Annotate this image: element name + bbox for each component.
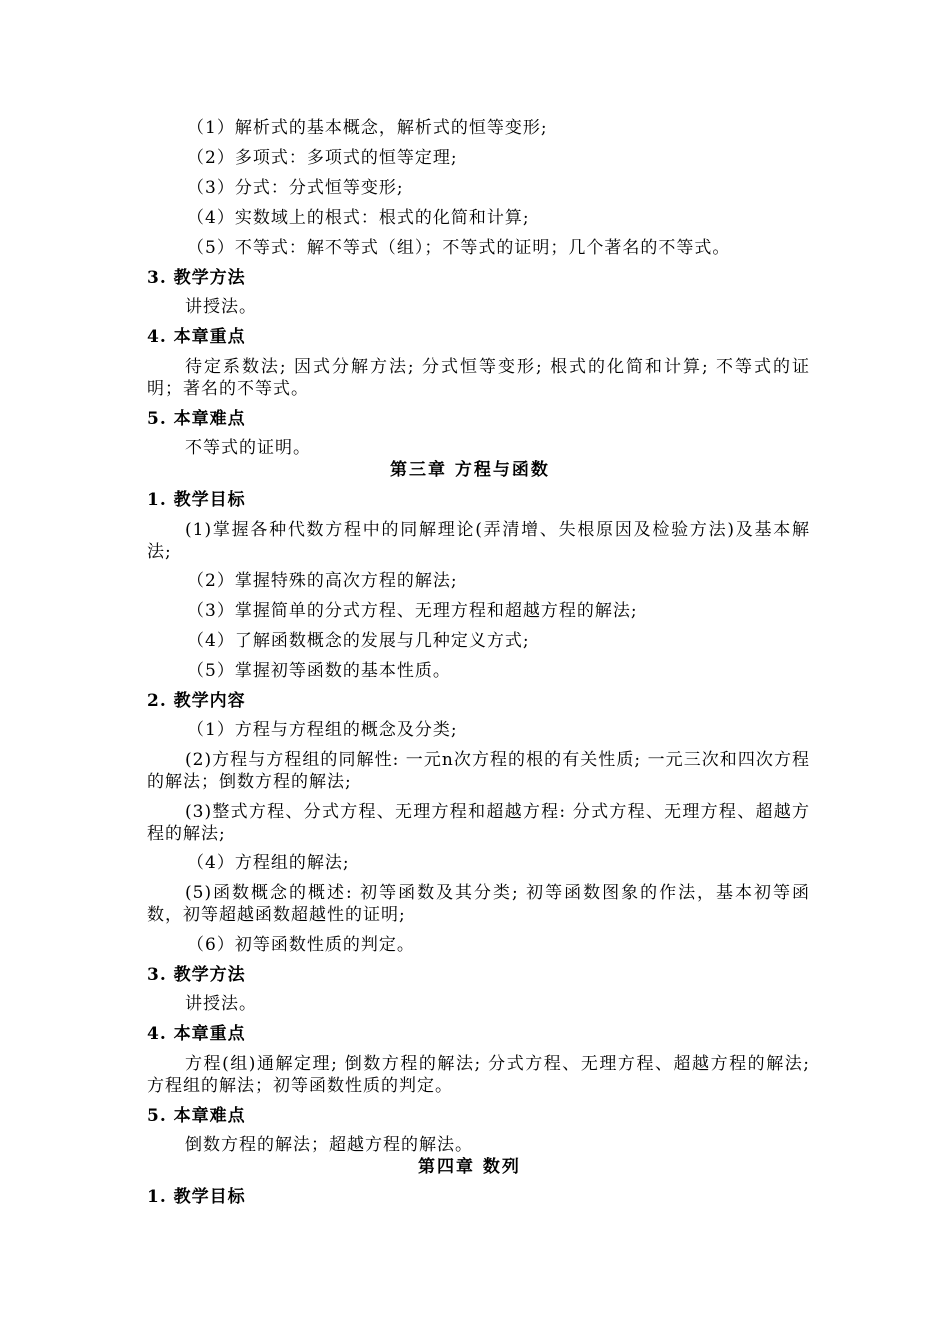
content-item-ch3-1: （1）方程与方程组的概念及分类; bbox=[187, 720, 458, 740]
key-points-text: 方程(组)通解定理; 倒数方程的解法; 分式方程、无理方程、超越方程的解法; 方程组的解法；初等函数性质的判定。 bbox=[147, 1054, 810, 1096]
content-item-ch3-2: (2)方程与方程组的同解性: 一元n次方程的根的有关性质; 一元三次和四次方程的解法；倒数方程的解法; bbox=[147, 750, 810, 792]
content-item-4: （4）实数域上的根式：根式的化简和计算; bbox=[187, 208, 530, 228]
content-item-ch3-3: (3)整式方程、分式方程、无理方程和超越方程: 分式方程、无理方程、超越方程的解法; bbox=[147, 802, 810, 844]
chapter-title: 第四章 数列 bbox=[418, 1157, 521, 1177]
section-heading-key-points: 4. 本章重点 bbox=[147, 327, 246, 347]
difficulties-text: 不等式的证明。 bbox=[185, 438, 311, 458]
chapter-title: 第三章 方程与函数 bbox=[390, 460, 550, 480]
section-heading-method: 3. 教学方法 bbox=[147, 268, 246, 288]
content-item-ch3-6: （6）初等函数性质的判定。 bbox=[187, 935, 415, 955]
section-heading-goals: 1. 教学目标 bbox=[147, 1187, 246, 1207]
section-heading-method: 3. 教学方法 bbox=[147, 965, 246, 985]
method-text: 讲授法。 bbox=[185, 297, 257, 317]
content-item-5: （5）不等式：解不等式（组）；不等式的证明；几个著名的不等式。 bbox=[187, 238, 731, 258]
content-item-ch3-5: (5)函数概念的概述: 初等函数及其分类; 初等函数图象的作法，基本初等函数，初等超越函数超越性的证明; bbox=[147, 883, 810, 925]
method-text: 讲授法。 bbox=[185, 994, 257, 1014]
goal-item-5: （5）掌握初等函数的基本性质。 bbox=[187, 661, 451, 681]
key-points-text: 待定系数法; 因式分解方法; 分式恒等变形; 根式的化简和计算; 不等式的证明；著名的不等式。 bbox=[147, 357, 810, 399]
content-item-1: （1）解析式的基本概念，解析式的恒等变形; bbox=[187, 118, 548, 138]
goal-item-3: （3）掌握简单的分式方程、无理方程和超越方程的解法; bbox=[187, 601, 638, 621]
content-item-3: （3）分式：分式恒等变形; bbox=[187, 178, 404, 198]
section-heading-goals: 1. 教学目标 bbox=[147, 490, 246, 510]
goal-item-1: (1)掌握各种代数方程中的同解理论(弄清增、失根原因及检验方法)及基本解法; bbox=[147, 520, 810, 562]
content-item-2: （2）多项式：多项式的恒等定理; bbox=[187, 148, 458, 168]
section-heading-content: 2. 教学内容 bbox=[147, 691, 246, 711]
section-heading-difficulties: 5. 本章难点 bbox=[147, 409, 246, 429]
goal-item-2: （2）掌握特殊的高次方程的解法; bbox=[187, 571, 458, 591]
difficulties-text: 倒数方程的解法；超越方程的解法。 bbox=[185, 1135, 473, 1155]
section-heading-difficulties: 5. 本章难点 bbox=[147, 1106, 246, 1126]
content-item-ch3-4: （4）方程组的解法; bbox=[187, 853, 350, 873]
goal-item-4: （4）了解函数概念的发展与几种定义方式; bbox=[187, 631, 530, 651]
section-heading-key-points: 4. 本章重点 bbox=[147, 1024, 246, 1044]
